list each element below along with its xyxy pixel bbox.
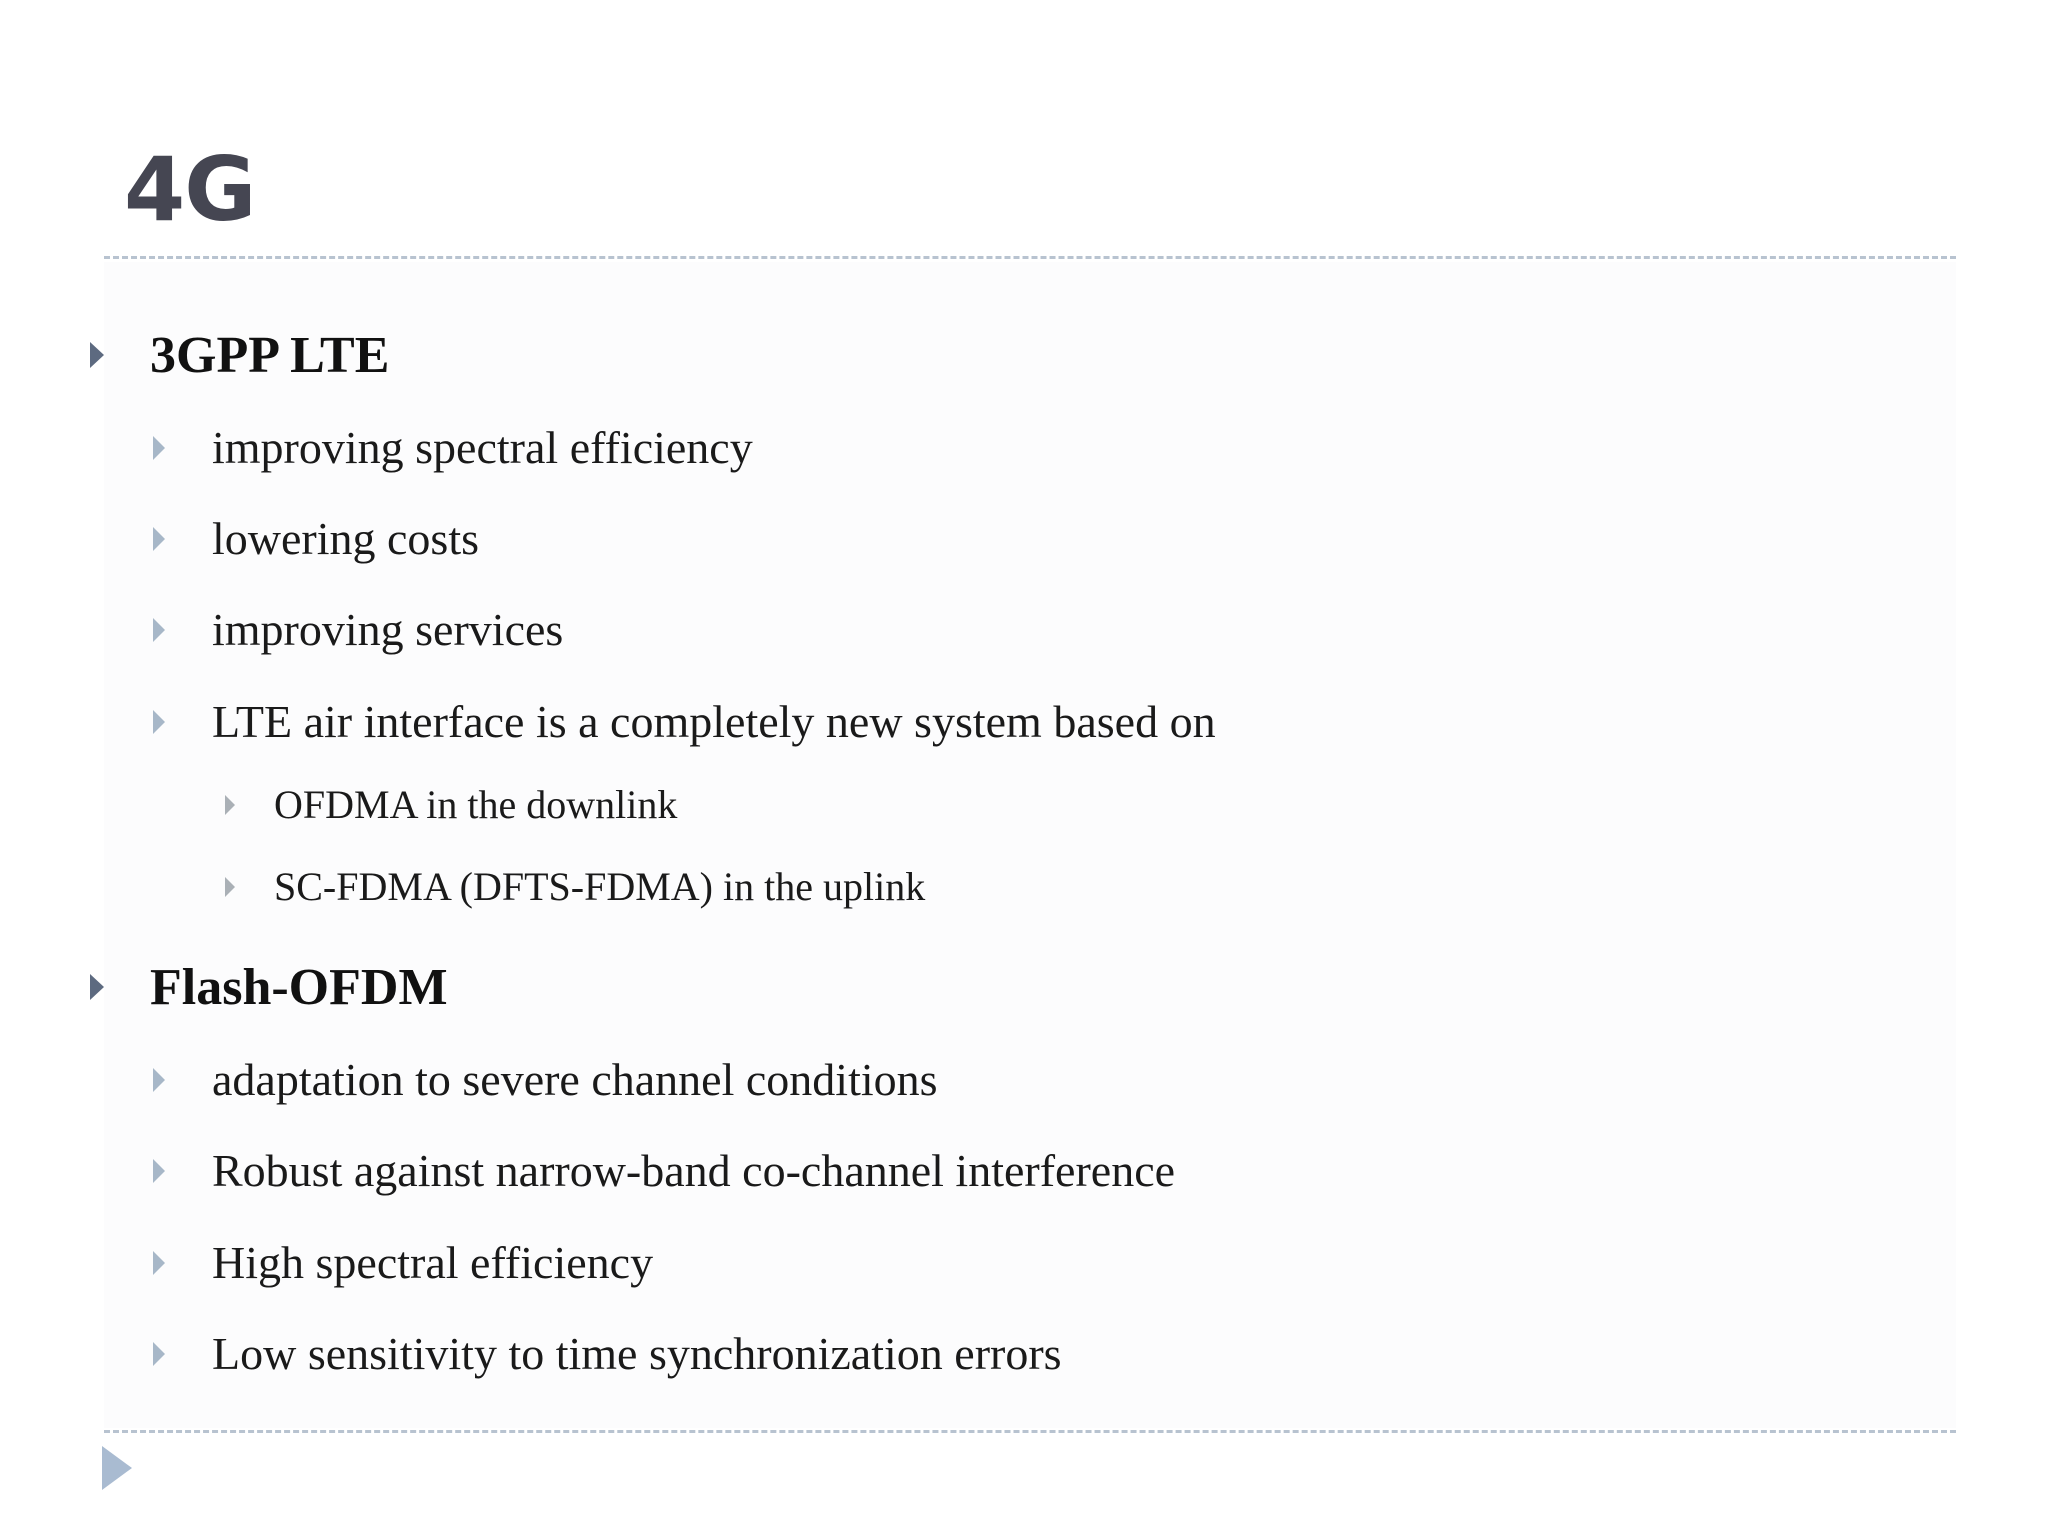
bullet-triangle-icon [90,342,104,368]
top-divider [104,256,1956,259]
list-item-text: Low sensitivity to time synchronization errors [212,1328,1062,1379]
list-item-text: LTE air interface is a completely new system based on [212,696,1216,747]
section-heading: Flash-OFDM [150,959,448,1016]
list-item-text: adaptation to severe channel conditions [212,1054,938,1105]
bullet-triangle-icon [153,618,165,642]
bullet-triangle-icon [90,974,104,1000]
bottom-divider [104,1430,1956,1433]
bullet-triangle-icon [153,1342,165,1366]
list-item-text: improving spectral efficiency [212,422,753,473]
bullet-triangle-icon [153,1068,165,1092]
sub-list-item-text: OFDMA in the downlink [274,782,678,827]
list-item-text: lowering costs [212,513,480,564]
bullet-triangle-icon [225,795,235,815]
bullet-triangle-icon [153,1159,165,1183]
slide-title: 4G [124,138,256,241]
bullet-triangle-icon [153,1251,165,1275]
bullet-triangle-icon [153,527,165,551]
list-item-text: Robust against narrow-band co-channel interference [212,1145,1176,1196]
sub-list-item-text: SC-FDMA (DFTS-FDMA) in the uplink [274,864,926,909]
bullet-triangle-icon [153,436,165,460]
bullet-triangle-icon [153,710,165,734]
bullet-triangle-icon [225,877,235,897]
list-item-text: improving services [212,604,564,655]
section-heading: 3GPP LTE [150,327,390,384]
play-arrow-icon[interactable] [102,1446,132,1490]
list-item-text: High spectral efficiency [212,1237,654,1288]
